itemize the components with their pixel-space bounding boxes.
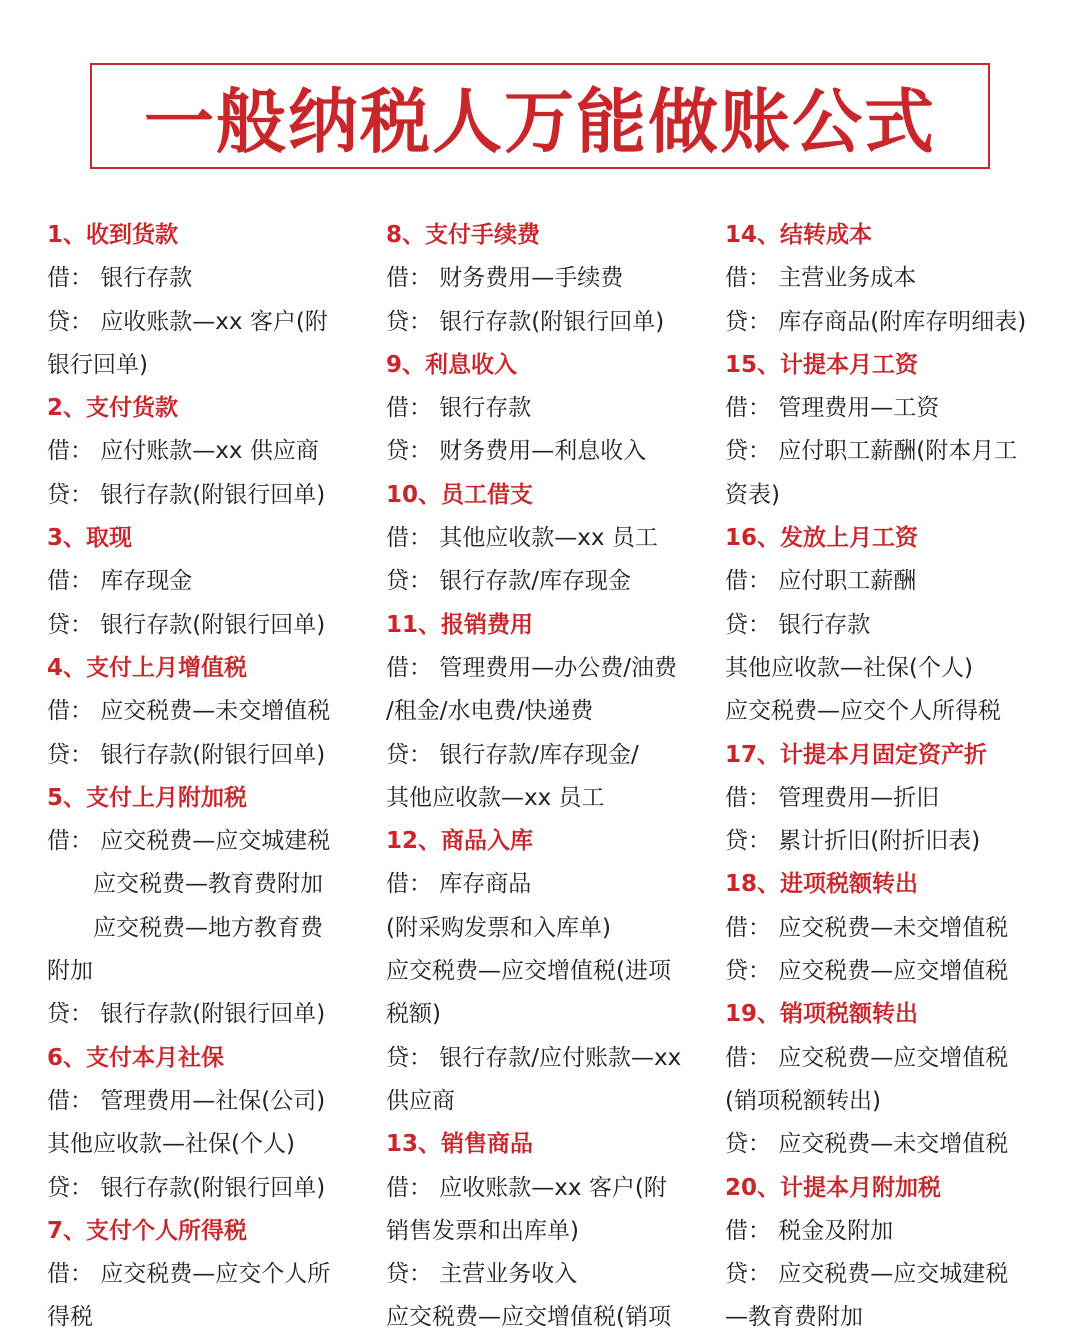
entry-heading: 13、销售商品 xyxy=(386,1131,534,1158)
entry-line: 借： 财务费用—手续费 xyxy=(386,265,624,292)
entry-line: 资表) xyxy=(725,481,780,508)
entry-line: 贷： 应交税费—应交城建税 xyxy=(725,1261,1009,1288)
entry-line: 借： 应收账款—xx 客户(附 xyxy=(386,1174,667,1201)
column-1 xyxy=(47,214,377,1340)
entry-heading: 10、员工借支 xyxy=(386,481,534,508)
entry-line: 应交税费—应交个人所得税 xyxy=(725,698,1001,725)
entry-line: 贷： 银行存款 xyxy=(725,611,871,638)
entry-line: 借： 主营业务成本 xyxy=(725,265,917,292)
entry-line: 贷： 库存商品(附库存明细表) xyxy=(725,308,1027,335)
entry-line: 借： 应交税费—未交增值税 xyxy=(47,698,331,725)
entry-line: 贷： 应付职工薪酬(附本月工 xyxy=(725,438,1018,465)
entry-heading: 5、支付上月附加税 xyxy=(47,784,248,811)
column-3 xyxy=(725,214,1070,1340)
entry-line: 借： 库存商品 xyxy=(386,871,532,898)
entry-line: 借： 应付职工薪酬 xyxy=(725,568,917,595)
entry-line: 借： 应交税费—未交增值税 xyxy=(725,914,1009,941)
entry-line: 销售发票和出库单) xyxy=(386,1217,579,1244)
entry-line: 其他应收款—社保(个人) xyxy=(47,1131,295,1158)
entry-line: 贷： 财务费用—利息收入 xyxy=(386,438,647,465)
entry-heading: 6、支付本月社保 xyxy=(47,1044,225,1071)
title-box xyxy=(90,63,990,169)
entry-line: 借： 税金及附加 xyxy=(725,1217,894,1244)
entry-line: 贷： 银行存款(附银行回单) xyxy=(386,308,665,335)
entry-line: 借： 其他应收款—xx 员工 xyxy=(386,525,658,552)
page-title: 一般纳税人万能做账公式 xyxy=(144,80,936,163)
entry-line: 税额) xyxy=(386,1001,441,1028)
entry-line: 得税 xyxy=(47,1304,93,1331)
entry-line: 借： 应交税费—应交城建税 xyxy=(47,828,331,855)
entry-line: 贷： 应交税费—应交增值税 xyxy=(725,958,1009,985)
entry-line: 贷： 应收账款—xx 客户(附 xyxy=(47,308,328,335)
entry-heading: 3、取现 xyxy=(47,525,133,552)
entry-line: 借： 应交税费—应交增值税 xyxy=(725,1044,1009,1071)
entry-heading: 7、支付个人所得税 xyxy=(47,1217,248,1244)
entry-heading: 4、支付上月增值税 xyxy=(47,654,248,681)
entry-line: 借： 应交税费—应交个人所 xyxy=(47,1261,331,1288)
entry-line: 贷： 累计折旧(附折旧表) xyxy=(725,828,981,855)
entry-line: /租金/水电费/快递费 xyxy=(386,698,594,725)
entry-line: 借： 银行存款 xyxy=(47,265,193,292)
entry-heading: 17、计提本月固定资产折 xyxy=(725,741,988,768)
entry-line: 应交税费—应交增值税(进项 xyxy=(386,958,671,985)
entry-line: 应交税费—地方教育费 xyxy=(47,914,323,941)
entry-heading: 8、支付手续费 xyxy=(386,222,541,248)
entry-line: (销项税额转出) xyxy=(725,1087,881,1114)
entry-line: 贷： 银行存款(附银行回单) xyxy=(47,481,326,508)
entry-line: 银行回单) xyxy=(47,351,148,378)
entry-line: 借： 银行存款 xyxy=(386,395,532,422)
entry-line: 应交税费—应交增值税(销项 xyxy=(386,1304,671,1331)
entry-line: 贷： 银行存款/库存现金 xyxy=(386,568,632,595)
entry-line: 借： 库存现金 xyxy=(47,568,193,595)
entry-heading: 2、支付货款 xyxy=(47,395,179,422)
entry-heading: 15、计提本月工资 xyxy=(725,351,919,378)
entry-line: (附采购发票和入库单) xyxy=(386,914,611,941)
entry-line: 应交税费—教育费附加 xyxy=(47,871,323,898)
entry-line: 贷： 银行存款/库存现金/ xyxy=(386,741,639,768)
entry-line: 贷： 银行存款(附银行回单) xyxy=(47,611,326,638)
entry-heading: 9、利息收入 xyxy=(386,351,518,378)
entry-line: 借： 应付账款—xx 供应商 xyxy=(47,438,319,465)
entry-heading: 19、销项税额转出 xyxy=(725,1001,919,1028)
entry-line: 贷： 银行存款(附银行回单) xyxy=(47,741,326,768)
entry-line: 贷： 银行存款/应付账款—xx xyxy=(386,1044,682,1071)
entry-heading: 20、计提本月附加税 xyxy=(725,1174,942,1201)
entry-heading: 16、发放上月工资 xyxy=(725,525,919,552)
entry-heading: 12、商品入库 xyxy=(386,828,534,855)
entry-line: 贷： 银行存款(附银行回单) xyxy=(47,1001,326,1028)
entry-heading: 11、报销费用 xyxy=(386,611,534,638)
entry-line: 其他应收款—xx 员工 xyxy=(386,784,605,811)
entry-heading: 1、收到货款 xyxy=(47,222,179,248)
entry-line: 借： 管理费用—工资 xyxy=(725,395,940,422)
entry-heading: 14、结转成本 xyxy=(725,222,873,248)
entry-line: 供应商 xyxy=(386,1087,455,1114)
entry-line: 借： 管理费用—折旧 xyxy=(725,784,940,811)
entry-line: 贷： 应交税费—未交增值税 xyxy=(725,1131,1009,1158)
entry-heading: 18、进项税额转出 xyxy=(725,871,919,898)
entry-line: 贷： 银行存款(附银行回单) xyxy=(47,1174,326,1201)
entry-line: —教育费附加 xyxy=(725,1304,863,1331)
entry-line: 附加 xyxy=(47,958,93,985)
column-2 xyxy=(386,214,716,1340)
entry-line: 其他应收款—社保(个人) xyxy=(725,654,973,681)
entry-line: 贷： 主营业务收入 xyxy=(386,1261,578,1288)
entry-line: 借： 管理费用—社保(公司) xyxy=(47,1087,326,1114)
entry-line: 借： 管理费用—办公费/油费 xyxy=(386,654,678,681)
